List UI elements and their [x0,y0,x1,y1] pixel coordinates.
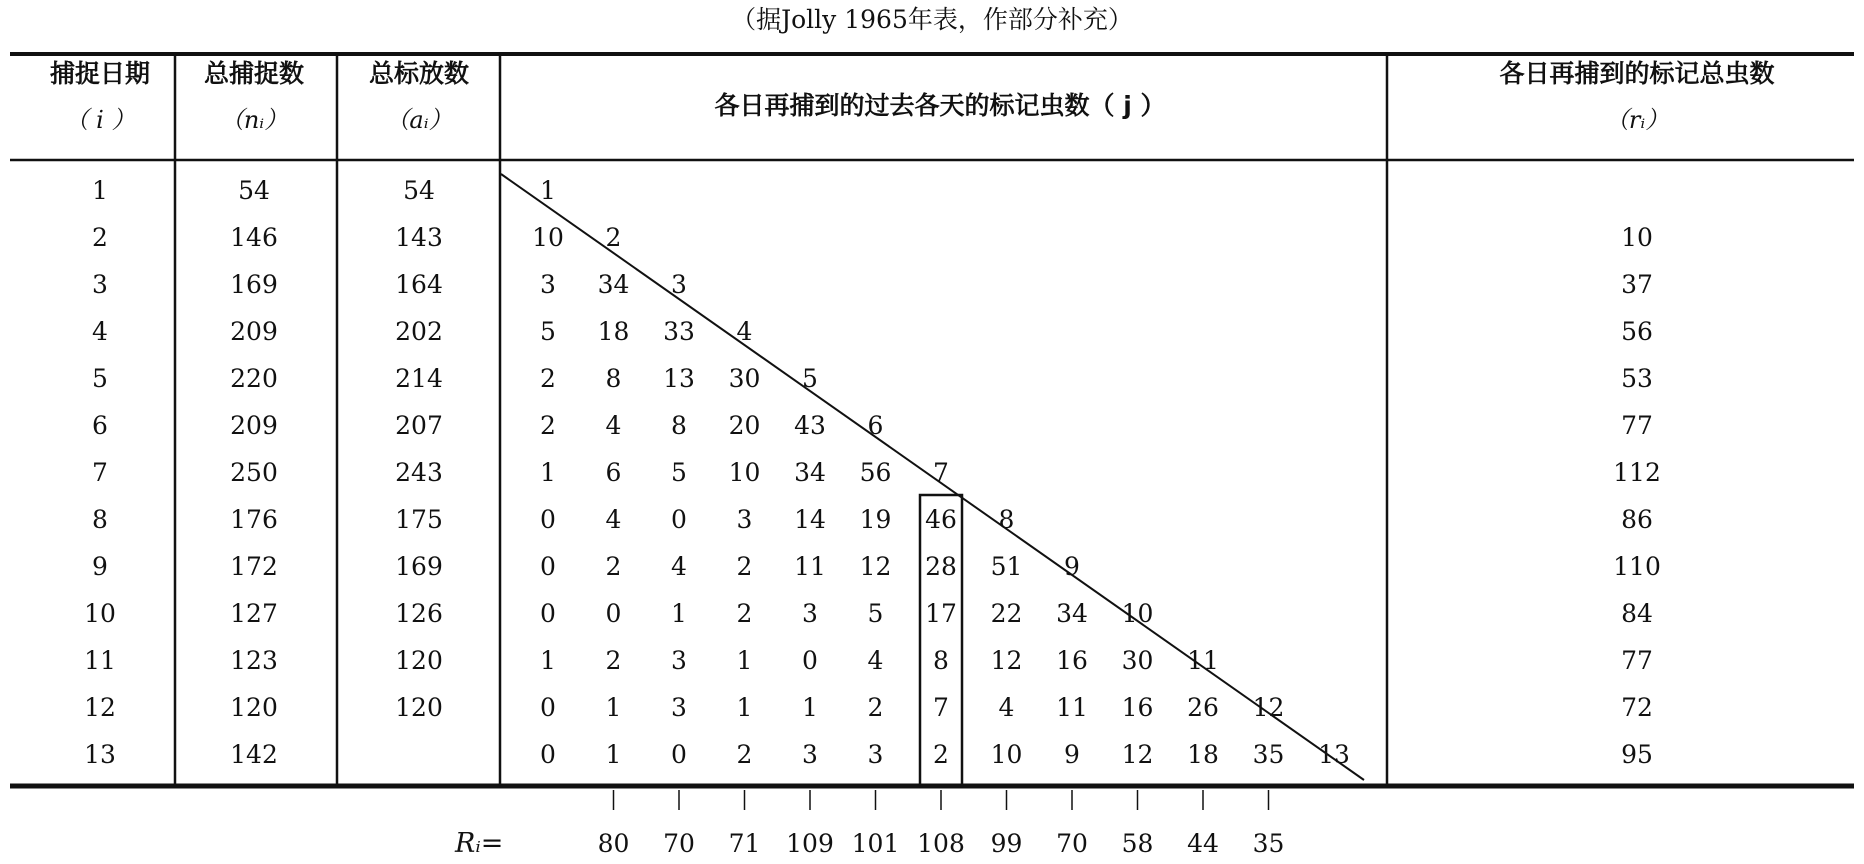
cell-recaptured-day-2: 4 [605,505,622,534]
cell-date: 11 [84,646,116,675]
cell-recaptured-day-1: 3 [540,270,556,299]
cell-total-released: 164 [395,270,443,299]
cell-recaptured-total: 86 [1621,505,1653,534]
cell-total-caught: 209 [230,317,278,346]
cell-recaptured-day-4: 3 [736,505,753,534]
R-value: 101 [851,829,900,858]
header-total-caught-symbol: （nᵢ） [219,106,289,134]
cell-date: 7 [92,458,108,487]
cell-recaptured-day-8: 51 [990,552,1023,581]
cell-total-released: 175 [395,505,443,534]
cell-total-released: 214 [395,364,443,393]
cell-recaptured-day-5: 34 [794,458,826,487]
R-value: 58 [1121,829,1154,858]
R-value: 99 [990,829,1023,858]
cell-date: 3 [92,270,108,299]
cell-recaptured-day-7: 2 [933,740,949,769]
header-recaptured-total-symbol: （rᵢ） [1604,106,1670,134]
cell-total-caught: 54 [238,176,270,205]
cell-recaptured-day-7: 8 [933,646,949,675]
cell-recaptured-day-7: 17 [925,599,957,628]
cell-total-released: 243 [395,458,443,487]
cell-recaptured-day-11: 11 [1187,646,1219,675]
cell-recaptured-day-6: 12 [859,552,892,581]
table-row [84,693,1653,722]
cell-recaptured-day-6: 2 [867,693,884,722]
cell-recaptured-day-4: 30 [728,364,761,393]
cell-recaptured-day-9: 9 [1064,552,1080,581]
R-value: 80 [597,829,630,858]
R-value: 70 [663,829,695,858]
cell-recaptured-day-3: 1 [671,599,687,628]
cell-date: 6 [92,411,108,440]
cell-recaptured-day-4: 10 [728,458,761,487]
cell-total-caught: 176 [230,505,278,534]
header-recaptured-by-day: 各日再捕到的过去各天的标记虫数（ j ） [714,91,1166,120]
cell-recaptured-day-11: 18 [1187,740,1219,769]
cell-recaptured-day-8: 4 [998,693,1015,722]
cell-recaptured-day-2: 0 [605,599,622,628]
cell-recaptured-day-6: 56 [859,458,892,487]
cell-recaptured-day-4: 1 [736,646,753,675]
cell-recaptured-total: 53 [1621,364,1653,393]
cell-total-released: 120 [395,693,443,722]
cell-recaptured-day-3: 8 [671,411,687,440]
cell-date: 1 [92,176,108,205]
cell-recaptured-day-12: 35 [1252,740,1285,769]
cell-recaptured-day-4: 4 [736,317,753,346]
header-recaptured-total: 各日再捕到的标记总虫数 [1499,59,1775,88]
cell-recaptured-total: 56 [1621,317,1653,346]
R-label: Rᵢ= [455,828,504,859]
cell-total-released: 120 [395,646,443,675]
cell-recaptured-day-1: 2 [540,411,556,440]
cell-date: 9 [92,552,108,581]
cell-recaptured-day-12: 12 [1252,693,1285,722]
cell-recaptured-day-10: 10 [1121,599,1154,628]
cell-recaptured-day-1: 0 [540,505,556,534]
cell-recaptured-day-5: 3 [802,599,818,628]
header-date: 捕捉日期 [49,59,151,88]
cell-total-caught: 250 [230,458,278,487]
cell-recaptured-day-1: 10 [532,223,564,252]
cell-recaptured-day-6: 19 [859,505,892,534]
cell-total-caught: 120 [230,693,278,722]
cell-total-caught: 123 [230,646,278,675]
cell-recaptured-day-2: 2 [605,223,622,252]
cell-recaptured-day-4: 2 [736,599,753,628]
header-date-symbol: （ i ） [64,106,136,134]
R-value: 71 [728,829,761,858]
cell-recaptured-day-7: 7 [933,458,949,487]
header-total-released: 总标放数 [368,59,470,88]
cell-recaptured-day-2: 34 [597,270,630,299]
cell-total-released: 202 [395,317,443,346]
cell-recaptured-day-5: 0 [802,646,818,675]
cell-recaptured-total: 77 [1621,411,1653,440]
cell-recaptured-day-2: 1 [605,740,622,769]
cell-recaptured-day-1: 0 [540,740,556,769]
cell-recaptured-day-2: 18 [597,317,630,346]
cell-recaptured-total: 10 [1621,223,1653,252]
cell-total-caught: 146 [230,223,278,252]
cell-recaptured-day-4: 2 [736,740,753,769]
table-caption: （据Jolly 1965年表，作部分补充） [731,5,1133,34]
cell-date: 4 [92,317,108,346]
table-row [92,364,1653,393]
cell-recaptured-day-3: 0 [671,505,687,534]
table-body [84,176,1661,769]
cell-recaptured-day-4: 2 [736,552,753,581]
cell-recaptured-day-10: 16 [1121,693,1154,722]
cell-recaptured-day-8: 8 [998,505,1015,534]
cell-recaptured-day-3: 5 [671,458,687,487]
cell-recaptured-day-2: 1 [605,693,622,722]
table-row [84,646,1653,675]
R-value: 35 [1252,829,1285,858]
cell-recaptured-day-1: 0 [540,552,556,581]
cell-recaptured-day-5: 14 [794,505,826,534]
cell-recaptured-day-7: 46 [925,505,957,534]
cell-recaptured-day-4: 1 [736,693,753,722]
cell-recaptured-day-3: 3 [671,270,687,299]
cell-recaptured-day-1: 0 [540,693,556,722]
cell-recaptured-day-9: 11 [1056,693,1088,722]
R-value: 44 [1187,829,1219,858]
cell-recaptured-total: 37 [1621,270,1653,299]
cell-recaptured-total: 112 [1613,458,1661,487]
cell-recaptured-day-5: 43 [794,411,826,440]
cell-recaptured-day-3: 4 [671,552,687,581]
cell-recaptured-day-8: 10 [990,740,1023,769]
cell-recaptured-total: 95 [1621,740,1653,769]
cell-date: 10 [84,599,116,628]
cell-total-released: 143 [395,223,443,252]
cell-total-released: 169 [395,552,443,581]
cell-recaptured-day-9: 9 [1064,740,1080,769]
cell-recaptured-day-3: 33 [663,317,695,346]
cell-recaptured-day-5: 11 [794,552,826,581]
cell-recaptured-day-2: 2 [605,552,622,581]
R-value: 109 [786,829,834,858]
cell-recaptured-day-1: 2 [540,364,556,393]
cell-total-released: 54 [403,176,435,205]
cell-recaptured-day-5: 5 [802,364,818,393]
cell-recaptured-day-5: 1 [802,693,818,722]
header-total-caught: 总捕捉数 [203,59,305,88]
cell-recaptured-day-1: 0 [540,599,556,628]
table-row [92,552,1661,581]
cell-recaptured-day-6: 5 [867,599,884,628]
cell-recaptured-day-10: 12 [1121,740,1154,769]
cell-recaptured-day-11: 26 [1187,693,1219,722]
table-row [84,740,1653,769]
table-row [92,317,1653,346]
R-value: 70 [1056,829,1088,858]
R-totals-row [454,790,1284,859]
cell-date: 13 [84,740,116,769]
table-row [92,223,1653,252]
cell-recaptured-total: 77 [1621,646,1653,675]
cell-recaptured-day-6: 3 [867,740,884,769]
cell-date: 8 [92,505,108,534]
cell-recaptured-day-7: 28 [925,552,957,581]
cell-recaptured-day-2: 4 [605,411,622,440]
table-row [92,411,1653,440]
cell-total-caught: 172 [230,552,278,581]
table-rules [10,54,1854,786]
cell-total-caught: 127 [230,599,278,628]
cell-recaptured-day-1: 1 [540,458,556,487]
cell-recaptured-day-2: 8 [605,364,622,393]
cell-recaptured-day-9: 16 [1056,646,1088,675]
table-row [92,505,1653,534]
cell-recaptured-day-9: 34 [1056,599,1088,628]
cell-recaptured-day-2: 6 [605,458,622,487]
cell-recaptured-day-3: 0 [671,740,687,769]
cell-recaptured-day-13: 13 [1318,740,1350,769]
table-row [92,458,1661,487]
table-row [92,176,556,205]
table-row [84,599,1653,628]
cell-recaptured-total: 110 [1613,552,1661,581]
cell-recaptured-day-3: 13 [663,364,695,393]
cell-recaptured-day-5: 3 [802,740,818,769]
cell-recaptured-day-1: 1 [540,176,556,205]
cell-date: 2 [92,223,108,252]
R-value: 108 [917,829,965,858]
cell-recaptured-day-1: 5 [540,317,556,346]
cell-recaptured-total: 72 [1621,693,1653,722]
cell-recaptured-day-3: 3 [671,693,687,722]
cell-recaptured-day-7: 7 [933,693,949,722]
cell-recaptured-total: 84 [1621,599,1653,628]
cell-date: 12 [84,693,116,722]
table-row [92,270,1653,299]
cell-recaptured-day-6: 4 [867,646,884,675]
cell-recaptured-day-1: 1 [540,646,556,675]
cell-date: 5 [92,364,108,393]
header-total-released-symbol: （aᵢ） [385,106,453,134]
cell-total-caught: 220 [230,364,278,393]
cell-recaptured-day-6: 6 [867,411,884,440]
cell-total-released: 126 [395,599,443,628]
cell-recaptured-day-3: 3 [671,646,687,675]
cell-total-caught: 209 [230,411,278,440]
cell-recaptured-day-2: 2 [605,646,622,675]
cell-recaptured-day-10: 30 [1121,646,1154,675]
cell-recaptured-day-4: 20 [728,411,761,440]
cell-total-caught: 142 [230,740,278,769]
cell-total-caught: 169 [230,270,278,299]
cell-recaptured-day-8: 12 [990,646,1023,675]
cell-recaptured-day-8: 22 [990,599,1023,628]
cell-total-released: 207 [395,411,443,440]
